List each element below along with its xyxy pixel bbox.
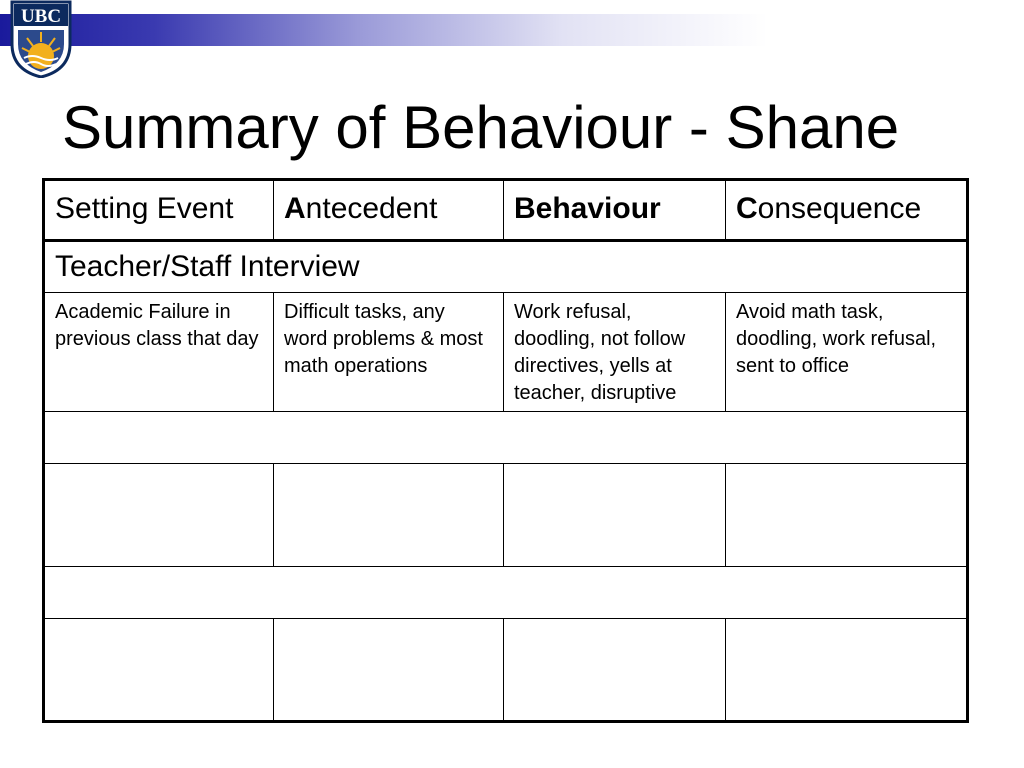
section-row <box>44 241 968 293</box>
cell-empty <box>44 464 274 567</box>
cell-empty <box>274 464 504 567</box>
header-behaviour: Behaviour <box>504 180 726 241</box>
section-empty <box>44 567 968 619</box>
header-consequence: Consequence <box>726 180 968 241</box>
section-teacher-staff-interview: Teacher/Staff Interview <box>44 241 968 293</box>
cell-antecedent: Difficult tasks, any word problems & most math operations <box>274 293 504 412</box>
cell-empty <box>274 619 504 722</box>
ubc-crest-logo <box>10 0 72 78</box>
header-gradient-bar <box>0 14 1024 46</box>
table-header-row <box>44 180 968 241</box>
abc-summary-table <box>42 178 969 723</box>
slide-title: Summary of Behaviour - Shane <box>62 94 900 161</box>
section-row <box>44 567 968 619</box>
logo-text: UBC <box>20 6 62 27</box>
section-empty <box>44 412 968 464</box>
cell-empty <box>44 619 274 722</box>
cell-behaviour: Work refusal, doodling, not follow directives, yells at teacher, disruptive <box>504 293 726 412</box>
cell-setting-event: Academic Failure in previous class that day <box>44 293 274 412</box>
table-row <box>44 293 968 412</box>
header-setting-event: Setting Event <box>44 180 274 241</box>
cell-empty <box>504 464 726 567</box>
header-antecedent: Antecedent <box>274 180 504 241</box>
cell-consequence: Avoid math task, doodling, work refusal, sent to office <box>726 293 968 412</box>
section-row <box>44 412 968 464</box>
table-row <box>44 464 968 567</box>
table-row <box>44 619 968 722</box>
cell-empty <box>726 619 968 722</box>
cell-empty <box>726 464 968 567</box>
cell-empty <box>504 619 726 722</box>
